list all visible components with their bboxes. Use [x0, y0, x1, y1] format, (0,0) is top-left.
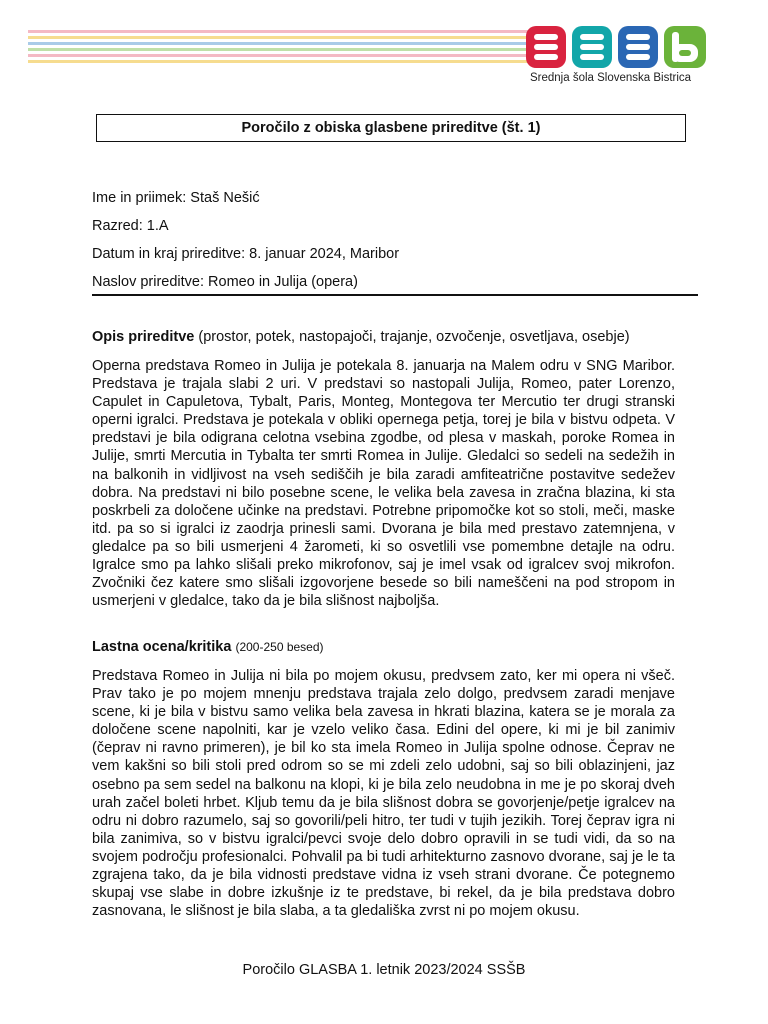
student-class: Razred: 1.A — [92, 218, 169, 234]
event-title: Naslov prireditve: Romeo in Julija (opera) — [92, 274, 358, 290]
section-description-body: Operna predstava Romeo in Julija je potekala 8. januarja na Malem odru v SNG Maribor. Predstava je trajala slabi 2 uri. V predstavi so nastopali Julija, Romeo, pater Lorenzo, Capulet in Capuletova, Tybalt, Paris, Monteg, Montegova ter Mercutio ter drugi stranski operni igralci. Predstava je potekala v obliki opernega petja, torej je bila v bistvu odpeta. V predstavi je bila odigrana celotna vsebina zgodbe, od plesa v maskah, poroke Romea in Julije, smrti Mercutia in Tybalta ter smrti Romea in Julije. Gledalci so sedeli na sedežih in na balkonih in vidljivost na vseh sediščih je bila zaradi amfiteatrične postavitve sedežev dobra. Na predstavi ni bilo posebne scene, le velika bela zavesa in zračna blazina, ki sta poskrbeli za določene učinke na predstavi. Potrebne pripomočke kot so stoli, meči, maske itd. pa so si igralci iz zaodrja prinesli sami. Dvorana je bila med prestavo zatemnjena, v gledalce pa so bili usmerjeni 4 žarometi, ki so osvetlili vse pomembne detajle na odru. Igralce smo pa lahko slišali preko mikrofonov, saj je imel vsak od igralcev svoj mikrofon. Zvočniki čez katere smo slišali izgovorjene besede so bili nameščeni na pod stropom in usmerjeni v gledalce, tako da je bila slišnost najboljša. — [92, 358, 675, 610]
section-description-heading — [92, 329, 630, 345]
section-critique-title: Lastna ocena/kritika — [92, 639, 232, 655]
report-title: Poročilo z obiska glasbene prireditve (št. 1) — [96, 114, 686, 142]
school-name: Srednja šola Slovenska Bistrica — [530, 72, 692, 84]
page-footer: Poročilo GLASBA 1. letnik 2023/2024 SSŠB — [242, 962, 526, 978]
school-logo — [524, 22, 710, 72]
section-description-subtitle: (prostor, potek, nastopajoči, trajanje, ozvočenje, osvetljava, osebje) — [198, 329, 630, 345]
header-stripes — [28, 30, 528, 66]
section-critique-body: Predstava Romeo in Julija ni bila po mojem okusu, predvsem zato, ker mi opera ni všeč. Prav tako je po mojem mnenju predstava trajala zelo dolgo, predvsem zaradi menjave scene, ki je bila v bistvu samo velika bela zavesa in hkrati blazina, katera se je morala za določene scene napolniti, kar je vzelo veliko časa. Edini del opere, ki mi je bil zanimiv (čeprav ni ravno primeren), je bil ko sta imela Romeo in Julija spolne odnose. Čeprav ne vem kakšni so bili stoli pred odrom so se mi zdeli zelo udobni, saj so bili oblazinjeni, jaz osebno pa sem sedel na balkonu na klopi, ki je bila zelo neudobna in me je po skoraj dveh urah začel boleti hrbet. Kljub temu da je bila slišnost dobra se govorjenje/petje igralcev na odru ni dobro razumelo, saj so govorili/peli hitro, ter tudi v tujih jezikih. Torej čeprav igra ni bila zanimiva, so v bistvu igralci/pevci svoje delo dobro opravili in se tudi vidi, da so na svojem področju profesionalci. Pohvalil pa bi tudi arhitekturno zasnovo dvorane, saj je le ta zgrajena tako, da je bila vidnosti predstave vidna iz vseh strani dvorane. Če potegnemo skupaj vse slabe in dobre izkušnje iz te predstave, bi rekel, da je bila predstava dobro zasnovana, le slišnost je bila slaba, a ta gledališka zvrst ni po mojem okusu. — [92, 668, 675, 920]
student-name: Ime in priimek: Staš Nešić — [92, 190, 260, 206]
event-date-place: Datum in kraj prireditve: 8. januar 2024, Maribor — [92, 246, 400, 262]
section-critique-heading — [92, 639, 324, 655]
meta-divider — [92, 294, 698, 296]
section-critique-subtitle: (200-250 besed) — [235, 640, 324, 654]
section-description-title: Opis prireditve — [92, 329, 195, 345]
